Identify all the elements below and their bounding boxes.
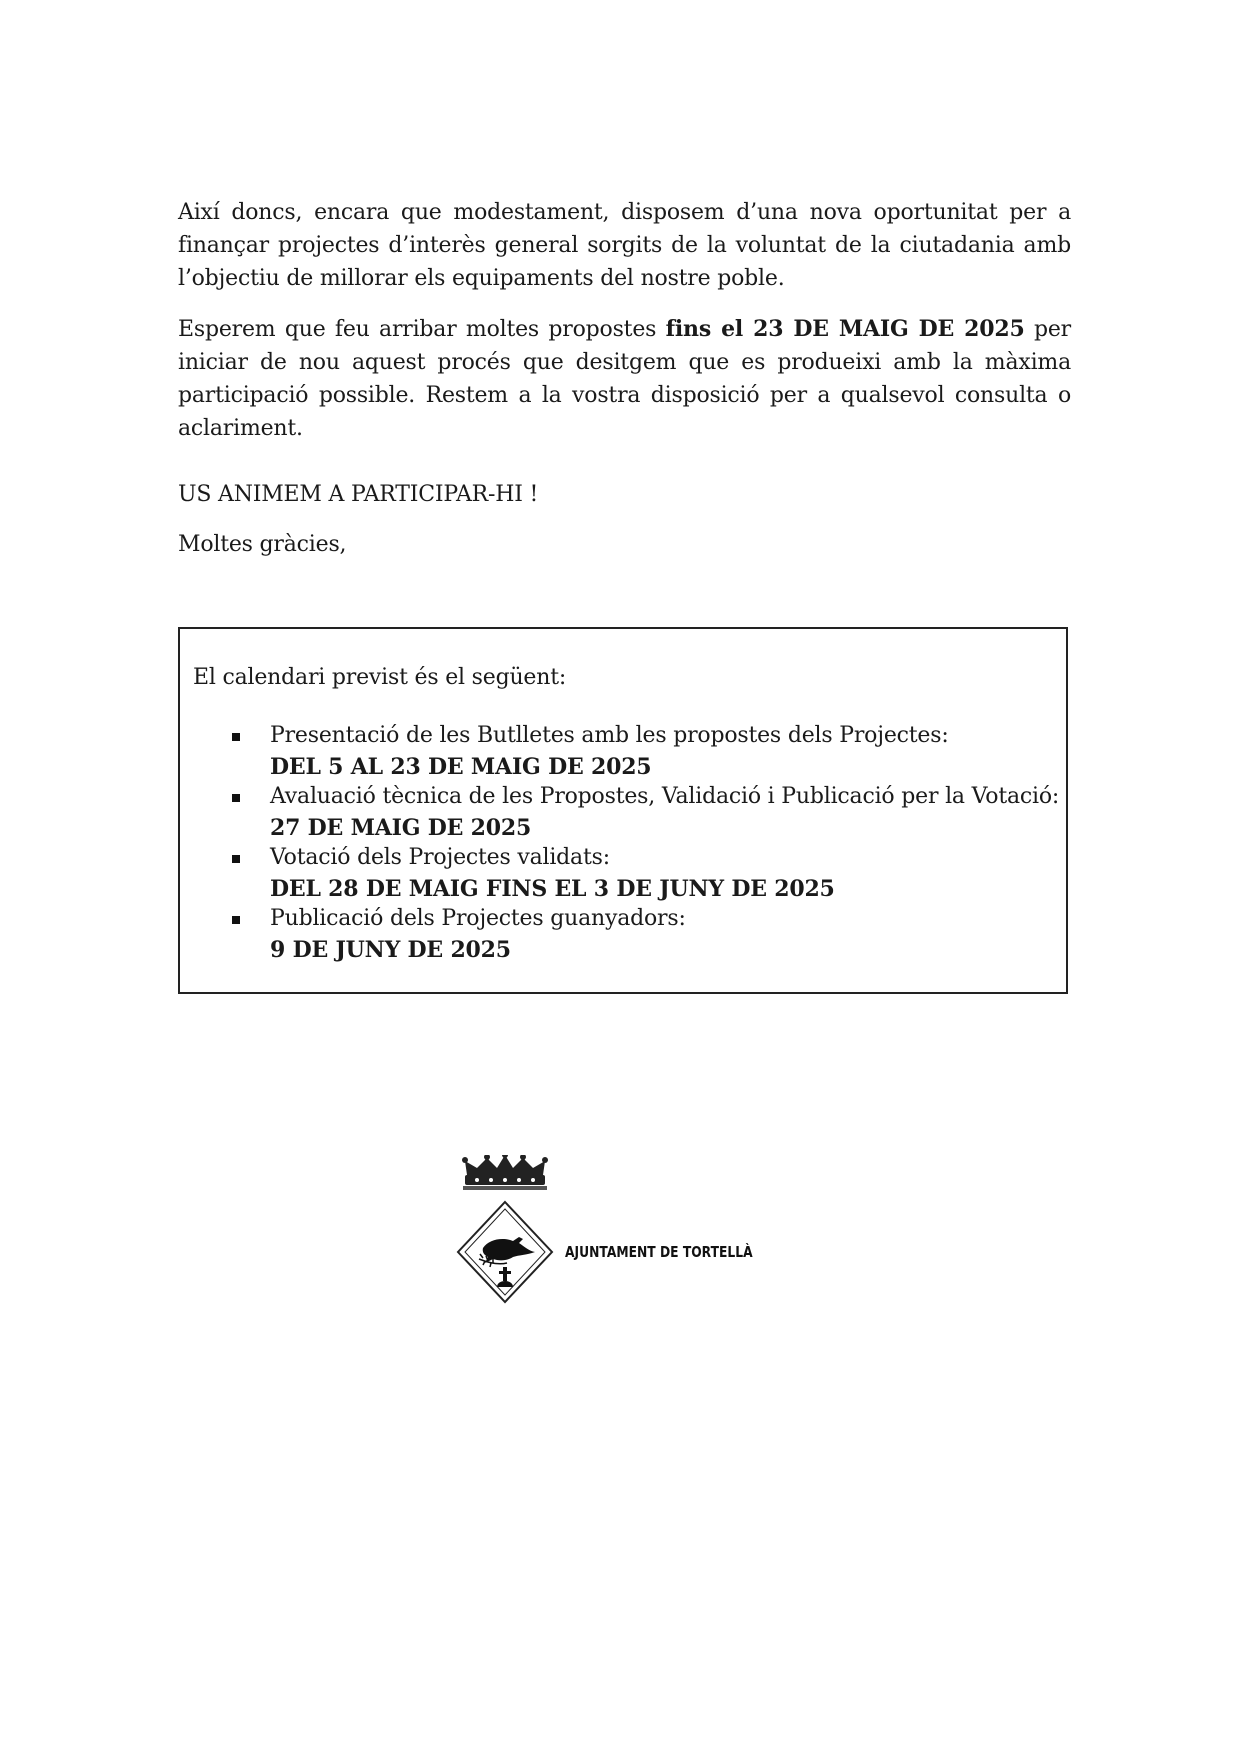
calendar-item-label: Presentació de les Butlletes amb les propostes dels Projectes: — [270, 723, 949, 748]
calendar-list — [232, 721, 1062, 965]
deadline-text-before: Esperem que feu arribar moltes propostes — [178, 317, 666, 342]
calendar-item-date: 9 DE JUNY DE 2025 — [270, 936, 511, 963]
square-bullet-icon — [232, 855, 240, 863]
deadline-paragraph — [178, 313, 1071, 445]
calendar-intro: El calendari previst és el següent: — [193, 665, 567, 690]
calendar-item-label: Avaluació tècnica de les Propostes, Validació i Publicació per la Votació: — [270, 784, 1060, 809]
calendar-item-date: 27 DE MAIG DE 2025 — [270, 814, 532, 841]
letter-body — [178, 196, 1071, 445]
calendar-item-label: Publicació dels Projectes guanyadors: — [270, 906, 686, 931]
municipal-coat-of-arms-icon — [455, 1155, 560, 1305]
square-bullet-icon — [232, 916, 240, 924]
deadline-text-after: per iniciar de nou aquest procés que desitgem que es produeixi amb la màxima participació possible. Restem a la vostra disposició per a qualsevol consulta o aclariment. — [178, 317, 1071, 441]
deadline-date: fins el 23 DE MAIG DE 2025 — [665, 316, 1025, 342]
calendar-item — [232, 843, 1062, 904]
calendar-box — [178, 627, 1068, 994]
logo-text: AJUNTAMENT DE TORTELLÀ — [565, 1243, 753, 1261]
ajuntament-logo — [455, 1155, 755, 1305]
calendar-item — [232, 904, 1062, 965]
call-to-action: US ANIMEM A PARTICIPAR-HI ! — [178, 482, 539, 507]
calendar-item — [232, 782, 1062, 843]
calendar-item-label: Votació dels Projectes validats: — [270, 845, 610, 870]
square-bullet-icon — [232, 794, 240, 802]
intro-paragraph: Així doncs, encara que modestament, disposem d’una nova oportunitat per a finançar projectes d’interès general sorgits de la voluntat de la ciutadania amb l’objectiu de millorar els equipaments del nostre poble. — [178, 200, 1071, 291]
calendar-item-date: DEL 28 DE MAIG FINS EL 3 DE JUNY DE 2025 — [270, 875, 835, 902]
calendar-item-date: DEL 5 AL 23 DE MAIG DE 2025 — [270, 753, 652, 780]
calendar-item — [232, 721, 1062, 782]
square-bullet-icon — [232, 733, 240, 741]
thanks-line: Moltes gràcies, — [178, 532, 347, 557]
